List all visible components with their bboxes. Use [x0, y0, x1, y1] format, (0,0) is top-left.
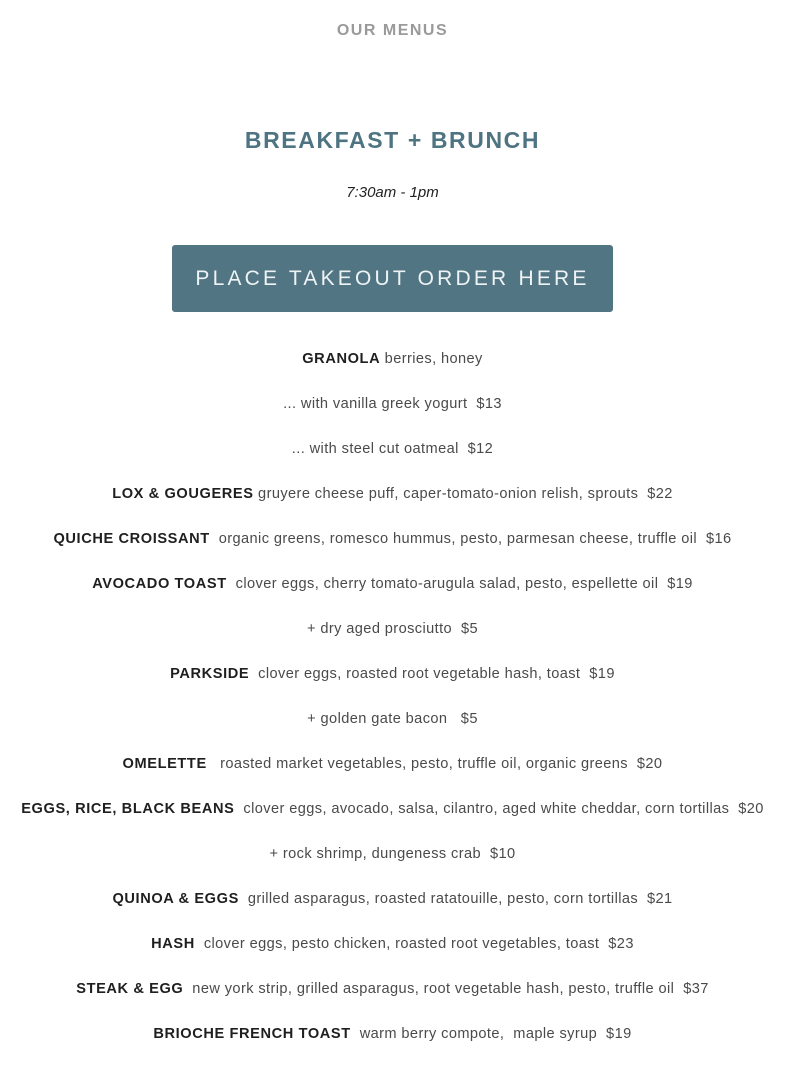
item-description: ... with vanilla greek yogurt $13 — [283, 396, 502, 412]
item-name: EGGS, RICE, BLACK BEANS — [21, 801, 235, 817]
menu-item-granola-yogurt — [20, 389, 765, 419]
item-name: AVOCADO TOAST — [92, 576, 227, 592]
place-takeout-order-button[interactable] — [172, 245, 613, 312]
item-description: ... with steel cut oatmeal $12 — [291, 441, 494, 457]
item-description: grilled asparagus, roasted ratatouille, pesto, corn tortillas $21 — [238, 891, 673, 907]
menu-item-granola-oatmeal — [20, 434, 765, 464]
item-description: berries, honey — [380, 351, 483, 367]
item-description: clover eggs, cherry tomato-arugula salad, pesto, espellette oil $19 — [226, 576, 693, 592]
item-name: OMELETTE — [122, 756, 207, 772]
menu-item-eggs-rice-black-beans — [20, 794, 765, 824]
menu-item-quinoa-eggs — [20, 884, 765, 914]
item-name: STEAK & EGG — [76, 981, 184, 997]
our-menus-link[interactable]: OUR MENUS — [336, 22, 449, 39]
item-name: GRANOLA — [302, 351, 381, 367]
menu-title: BREAKFAST + BRUNCH — [244, 127, 541, 153]
menu-item-granola — [20, 344, 765, 374]
item-description: roasted market vegetables, pesto, truffle oil, organic greens $20 — [206, 756, 663, 772]
item-name: PARKSIDE — [170, 666, 250, 682]
menu-item-brioche-french-toast — [20, 1019, 765, 1049]
menu-item-omelette — [20, 749, 765, 779]
menu-item-add-bacon — [20, 704, 765, 734]
item-name: QUINOA & EGGS — [112, 891, 239, 907]
item-description: warm berry compote, maple syrup $19 — [350, 1026, 632, 1042]
item-description: clover eggs, avocado, salsa, cilantro, aged white cheddar, corn tortillas $20 — [234, 801, 764, 817]
menu-item-add-prosciutto — [20, 614, 765, 644]
item-name: BRIOCHE FRENCH TOAST — [153, 1026, 351, 1042]
item-description: new york strip, grilled asparagus, root vegetable hash, pesto, truffle oil $37 — [183, 981, 709, 997]
item-description: + rock shrimp, dungeness crab $10 — [269, 846, 516, 862]
item-description: + dry aged prosciutto $5 — [306, 621, 479, 637]
menu-item-list — [20, 344, 765, 1064]
order-button-label: PLACE TAKEOUT ORDER HERE — [195, 266, 590, 290]
item-description: + golden gate bacon $5 — [307, 711, 478, 727]
menu-item-parkside — [20, 659, 765, 689]
item-description: gruyere cheese puff, caper-tomato-onion relish, sprouts $22 — [253, 486, 673, 502]
item-description: organic greens, romesco hummus, pesto, parmesan cheese, truffle oil $16 — [209, 531, 732, 547]
item-name: LOX & GOUGERES — [112, 486, 254, 502]
menu-item-lox-gougeres — [20, 479, 765, 509]
menu-item-quiche-croissant — [20, 524, 765, 554]
item-description: clover eggs, pesto chicken, roasted root vegetables, toast $23 — [194, 936, 634, 952]
item-name: QUICHE CROISSANT — [53, 531, 210, 547]
item-name: HASH — [151, 936, 195, 952]
menu-item-avocado-toast — [20, 569, 765, 599]
item-description: clover eggs, roasted root vegetable hash, toast $19 — [249, 666, 615, 682]
menu-item-hash — [20, 929, 765, 959]
menu-hours: 7:30am - 1pm — [346, 184, 439, 201]
menu-item-add-shrimp-crab — [20, 839, 765, 869]
menu-item-steak-egg — [20, 974, 765, 1004]
